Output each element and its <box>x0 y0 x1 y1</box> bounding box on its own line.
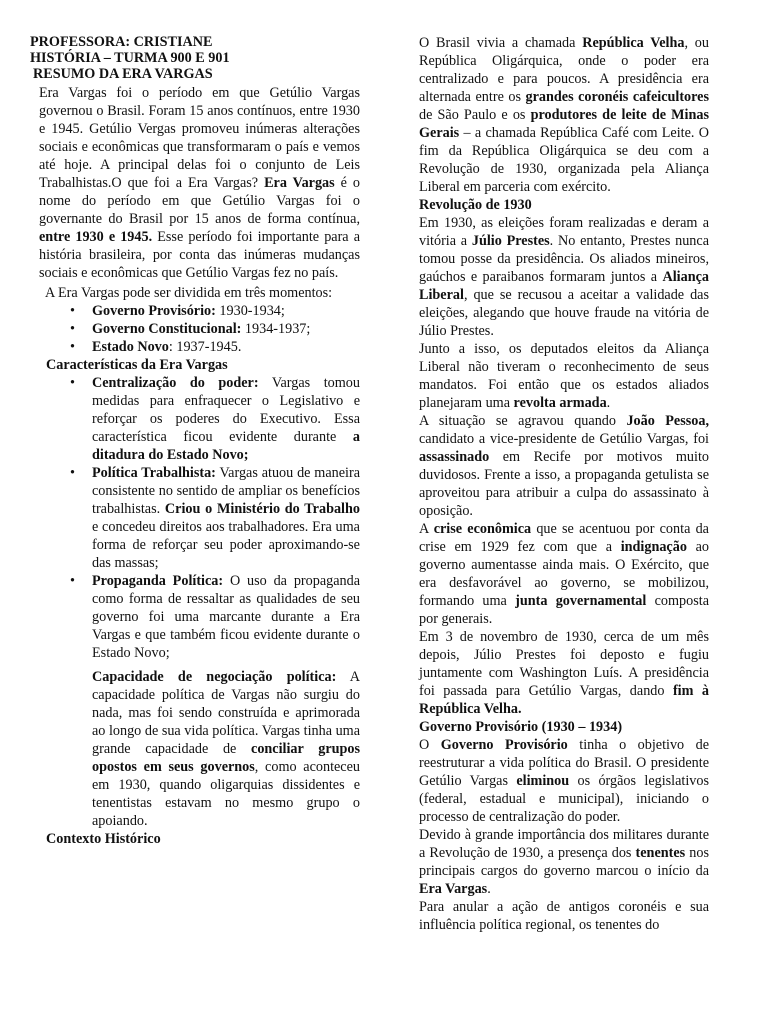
right-column <box>419 34 709 934</box>
negotiation-paragraph: Capacidade de negociação política: A capacidade política de Vargas não surgiu do nada, mas foi sendo construída e aprimorada ao longo de sua vida política. Vargas tinha uma grande capacidade de conciliar grupos opostos em seus governos, como aconteceu em 1930, quando oligarquias dissidentes e tenentistas estavam no mesmo grupo o apoiando. <box>92 669 361 829</box>
characteristics-heading: Características da Era Vargas <box>46 357 228 373</box>
list-item: • Governo Provisório: 1930-1934; <box>92 302 360 320</box>
republic-paragraph: O Brasil vivia a chamada República Velha, ou República Oligárquica, onde o poder era centralizado e para poucos. A presidência era alternada entre os grandes coronéis cafeicultores de São Paulo e os produtores de leite de Minas Gerais – a chamada República Café com Leite. O fim da República Oligárquica se deu com a Revolução de 1930, organizada pela Aliança Liberal em parceria com exército. <box>419 35 710 195</box>
provisional-government-heading: Governo Provisório (1930 – 1934) <box>419 719 623 735</box>
november-paragraph: Em 3 de novembro de 1930, cerca de um mês depois, Júlio Prestes foi deposto e fugiu juntamente com Washington Luís. A presidência foi passada para Getúlio Vargas, dando fim à República Velha. <box>419 629 709 717</box>
context-heading: Contexto Histórico <box>46 831 161 847</box>
deputies-paragraph: Junto a isso, os deputados eleitos da Aliança Liberal não tiveram o reconhecimento de seus mandatos. Foi então que os estados aliados planejaram uma revolta armada. <box>419 341 709 411</box>
tenentes-paragraph: Para anular a ação de antigos coronéis e sua influência política regional, os tenentes do <box>419 899 709 933</box>
moments-intro: A Era Vargas pode ser dividida em três momentos: <box>45 285 333 301</box>
characteristics-list <box>30 374 360 662</box>
military-paragraph: Devido à grande importância dos militares durante a Revolução de 1930, a presença dos tenentes nos principais cargos do governo marcou o início da Era Vargas. <box>419 827 709 897</box>
list-item: • Governo Constitucional: 1934-1937; <box>92 320 360 338</box>
teacher-header: PROFESSORA: CRISTIANE <box>30 34 213 50</box>
list-item: • Propaganda Política: O uso da propaganda como forma de ressaltar as qualidades de seu governo foi uma marcante durante a Era Vargas e que também ficou evidente durante o Estado Novo; <box>92 572 360 662</box>
list-item: • Centralização do poder: Vargas tomou medidas para enfraquecer o Legislativo e reforçar os poderes do Executivo. Essa característica ficou evidente durante a ditadura do Estado Novo; <box>92 374 360 464</box>
provisional-paragraph: O Governo Provisório tinha o objetivo de reestruturar a vida política do Brasil. O presidente Getúlio Vargas eliminou os órgãos legislativos (federal, estadual e municipal), iniciando o processo de centralização do poder. <box>419 737 710 825</box>
joao-pessoa-paragraph: A situação se agravou quando João Pessoa, candidato a vice-presidente de Getúlio Vargas, foi assassinado em Recife por motivos muito duvidosos. Frente a isso, a propaganda getulista se aproveitou para atribuir a culpa do assassinato à oposição. <box>419 413 709 519</box>
intro-paragraph: Era Vargas foi o período em que Getúlio Vargas governou o Brasil. Foram 15 anos contínuos, entre 1930 e 1945. Getúlio Vergas promoveu inúmeras alterações sociais e econômicas que transformaram o país e vemos até hoje. A principal delas foi o conjunto de Leis Trabalhistas.O que foi a Era Vargas? Era Vargas é o nome do período em que Getúlio Vargas foi o governante do Brasil por 15 anos de forma contínua, entre 1930 e 1945. Esse período foi importante para a história brasileira, por conta das inúmeras mudanças sociais e econômicas que Getúlio Vargas fez no país. <box>39 85 360 281</box>
crisis-paragraph: A crise econômica que se acentuou por conta da crise em 1929 fez com que a indignação ao governo aumentasse ainda mais. O Exército, que era desfavorável ao governo, se mobilizou, formando uma junta governamental composta por generais. <box>419 521 709 627</box>
left-column <box>30 34 360 848</box>
moments-list <box>30 302 360 356</box>
revolution-heading: Revolução de 1930 <box>419 197 532 213</box>
list-item: • Política Trabalhista: Vargas atuou de maneira consistente no sentido de ampliar os benefícios trabalhistas. Criou o Ministério do Trabalho e concedeu direitos aos trabalhadores. Era uma forma de reforçar seu poder aproximando-se das massas; <box>92 464 360 572</box>
class-header: HISTÓRIA – TURMA 900 E 901 <box>30 50 230 66</box>
elections-paragraph: Em 1930, as eleições foram realizadas e deram a vitória a Júlio Prestes. No entanto, Prestes nunca tomou posse da presidência. Os aliados mineiros, gaúchos e paraibanos formaram juntos a Aliança Liberal, que se recusou a aceitar a validade das eleições, alegando que houve fraude na vitória de Júlio Prestes. <box>419 215 709 339</box>
document-title: RESUMO DA ERA VARGAS <box>33 66 213 82</box>
list-item: • Estado Novo: 1937-1945. <box>92 338 360 356</box>
